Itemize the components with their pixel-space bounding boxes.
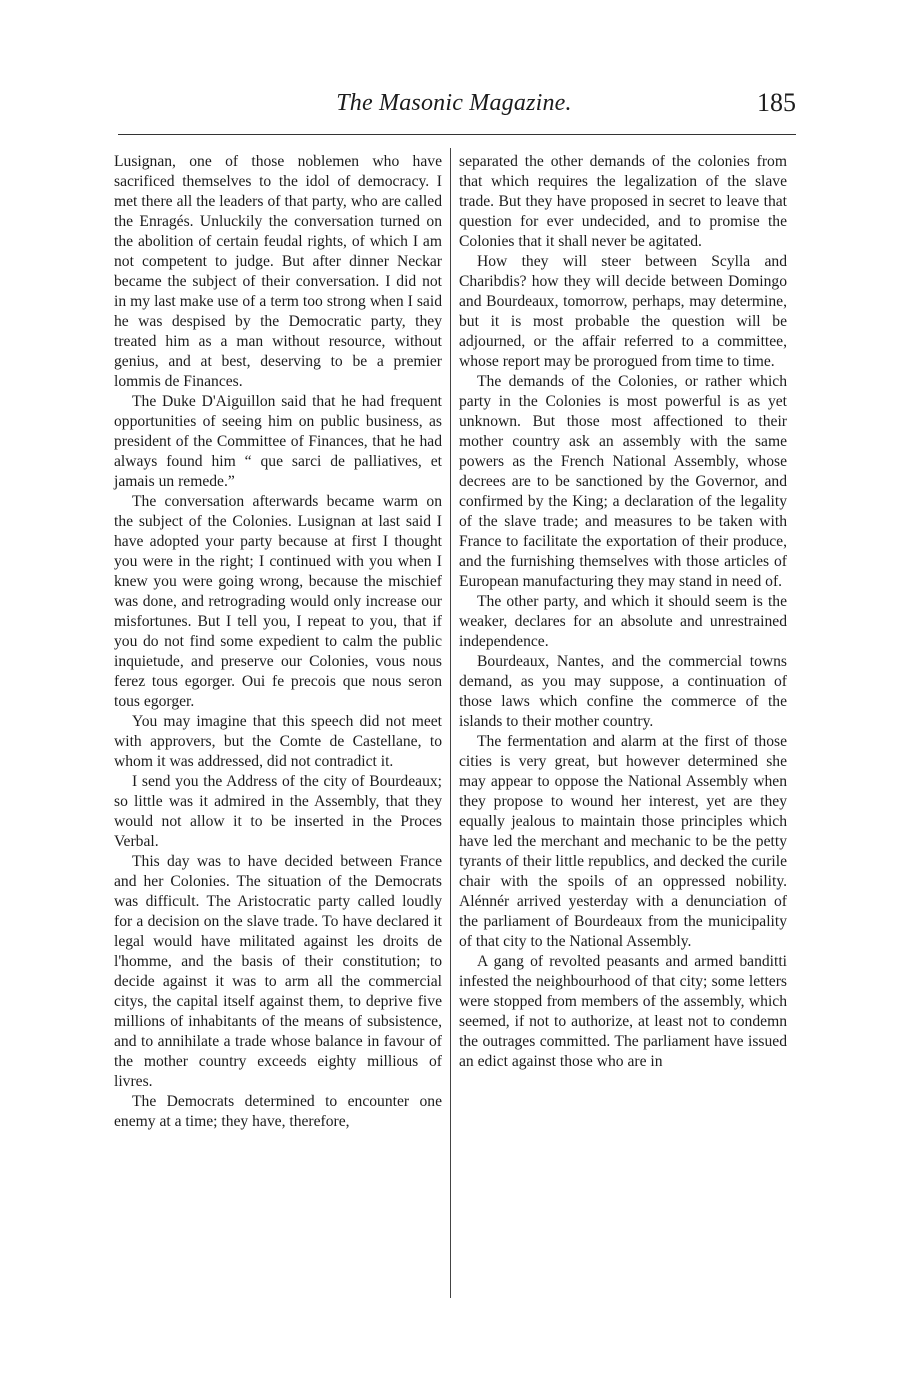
- header-rule: [118, 134, 796, 135]
- running-title: The Masonic Magazine.: [336, 90, 572, 116]
- page-number: 185: [757, 88, 796, 117]
- left-column: [114, 152, 442, 1132]
- paragraph: The conversation afterwards became warm on the subject of the Colonies. Lusignan at last said I have adopted your party because at first I thought you were in the right; I continued with you when I knew you were going wrong, because the mischief was done, and retrograding would only increase our misfortunes. But I tell you, I repeat to you, that if you do not find some expedient to calm the public inquietude, and preserve our Colonies, vous nous ferez tous egorger. Oui fe precois que nous seron tous egorger.: [114, 493, 442, 710]
- paragraph: A gang of revolted peasants and armed banditti infested the neighbourhood of that city; some letters were stopped from members of the assembly, which seemed, if not to authorize, at least not to condemn the outrages committed. The parliament have issued an edict against those who are in: [459, 953, 787, 1070]
- paragraph: The Duke D'Aiguillon said that he had frequent opportunities of seeing him on public business, as president of the Committee of Finances, that he had always found him “ que sarci de palliatives, et jamais un remede.”: [114, 393, 442, 490]
- paragraph: This day was to have decided between France and her Colonies. The situation of the Democrats was difficult. The Aristocratic party called loudly for a decision on the slave trade. To have declared it legal would have militated against les droits de l'homme, and the basis of their constitution; to decide against it was to arm all the commercial citys, the capital itself against them, to deprive five millions of inhabitants of the means of subsistence, and to annihilate a trade whose balance in favour of the mother country exceeds eighty millious of livres.: [114, 853, 442, 1090]
- paragraph: The fermentation and alarm at the first of those cities is very great, but however determined she may appear to oppose the National Assembly when they propose to wound her interest, yet are they equally jealous to maintain those principles which have led the merchant and mechanic to be the petty tyrants of their little republics, and decked the curile chair with the spoils of an oppressed nobility. Alénnér arrived yesterday with a denunciation of the parliament of Bourdeaux from the municipality of that city to the National Assembly.: [459, 733, 787, 950]
- paragraph: The other party, and which it should seem is the weaker, declares for an absolute and unrestrained independence.: [459, 593, 787, 650]
- paragraph: You may imagine that this speech did not meet with approvers, but the Comte de Castellane, to whom it was addressed, did not contradict it.: [114, 713, 442, 770]
- page-header: [112, 88, 796, 122]
- paragraph: The Democrats determined to encounter one enemy at a time; they have, therefore,: [114, 1093, 442, 1130]
- paragraph: separated the other demands of the colonies from that which requires the legalization of the slave trade. But they have proposed in secret to leave that question for ever undecided, and to promise the Colonies that it shall never be agitated.: [459, 153, 787, 250]
- paragraph: The demands of the Colonies, or rather which party in the Colonies is most powerful is as yet unknown. But those most affectioned to their mother country ask an assembly with the same powers as the French National Assembly, whose decrees are to be sanctioned by the Governor, and confirmed by the King; a declaration of the legality of the slave trade; and measures to be taken with France to facilitate the exportation of their produce, and the furnishing themselves with those articles of European manufacturing they may stand in need of.: [459, 373, 787, 590]
- column-divider: [450, 148, 451, 1298]
- paragraph: How they will steer between Scylla and Charibdis? how they will decide between Domingo and Bourdeaux, tomorrow, perhaps, may determine, but it is most probable the question will be adjourned, or the affair referred to a committee, whose report may be prorogued from time to time.: [459, 253, 787, 370]
- paragraph: Bourdeaux, Nantes, and the commercial towns demand, as you may suppose, a continuation of those laws which confine the commerce of the islands to their mother country.: [459, 653, 787, 730]
- paragraph: I send you the Address of the city of Bourdeaux; so little was it admired in the Assembly, that they would not allow it to be inserted in the Proces Verbal.: [114, 773, 442, 850]
- paragraph: Lusignan, one of those noblemen who have sacrificed themselves to the idol of democracy. I met there all the leaders of that party, who are called the Enragés. Unluckily the conversation turned on the abolition of certain feudal rights, of which I am not competent to judge. But after dinner Neckar became the subject of their conversation. I did not in my last make use of a term too strong when I said he was despised by the Democratic party, they treated him as a man without resource, without genius, and at best, deserving to be a premier lommis de Finances.: [114, 153, 442, 390]
- right-column: [459, 152, 787, 1072]
